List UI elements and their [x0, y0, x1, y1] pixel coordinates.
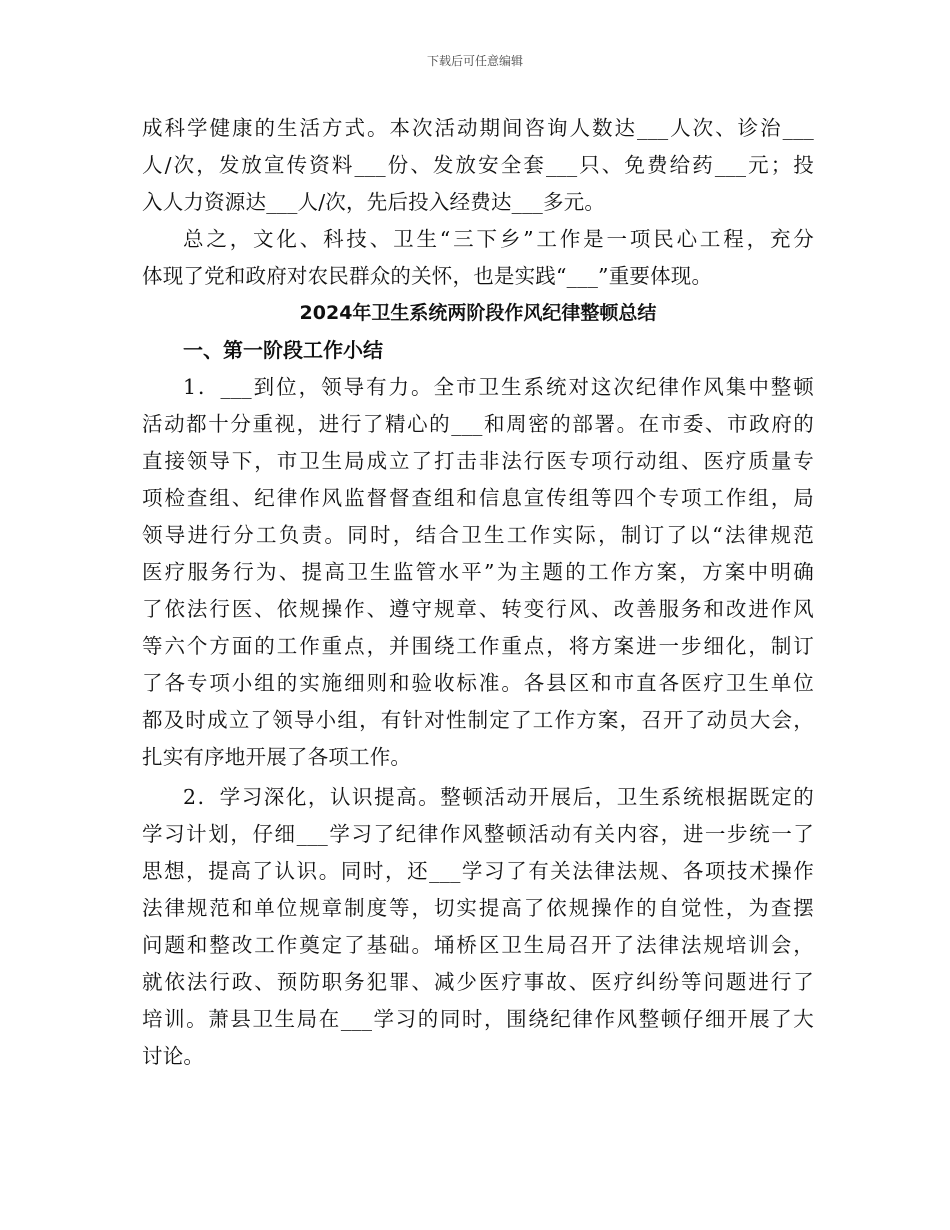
paragraph-1	[142, 369, 814, 776]
text-line: 思想，提高了认识。同时，还___学习了有关法律法规、各项技术操作	[142, 859, 814, 883]
text-line: 总之，文化、科技、卫生“三下乡”工作是一项民心工程，充分	[183, 227, 814, 251]
text-line: 培训。萧县卫生局在___学习的同时，围绕纪律作风整顿仔细开展了大	[142, 1007, 814, 1031]
text-line: 讨论。	[142, 1044, 205, 1068]
text-line: 法律规范和单位规章制度等，切实提高了依规操作的自觉性，为查摆	[142, 896, 814, 920]
text-line: 入人力资源达___人/次，先后投入经费达___多元。	[142, 190, 606, 214]
text-line: 体现了党和政府对农民群众的关怀，也是实践“___”重要体现。	[142, 264, 713, 288]
text-line: 就依法行政、预防职务犯罪、减少医疗事故、医疗纠纷等问题进行了	[142, 970, 814, 994]
text-line: 成科学健康的生活方式。本次活动期间咨询人数达___人次、诊治___	[142, 116, 814, 140]
document-title: 2024年卫生系统两阶段作风纪律整顿总结	[299, 302, 657, 324]
section-heading: 一、第一阶段工作小结	[183, 338, 383, 362]
text-line: 了依法行医、依规操作、遵守规章、转变行风、改善服务和改进作风	[142, 597, 814, 621]
intro-paragraph	[142, 110, 814, 221]
text-line: 学习计划，仔细___学习了纪律作风整顿活动有关内容，进一步统一了	[142, 822, 814, 846]
text-line: 活动都十分重视，进行了精心的___和周密的部署。在市委、市政府的	[142, 412, 814, 436]
text-line: 扎实有序地开展了各项工作。	[142, 745, 412, 769]
text-line: 领导进行分工负责。同时，结合卫生工作实际，制订了以“法律规范	[142, 523, 814, 547]
text-line: 问题和整改工作奠定了基础。埇桥区卫生局召开了法律法规培训会，	[142, 933, 814, 957]
text-line: 医疗服务行为、提高卫生监管水平”为主题的工作方案，方案中明确	[142, 560, 814, 584]
document-body	[142, 110, 814, 1075]
text-line: 人/次，发放宣传资料___份、发放安全套___只、免费给药___元；投	[142, 153, 814, 177]
text-line: 直接领导下，市卫生局成立了打击非法行医专项行动组、医疗质量专	[142, 449, 814, 473]
text-line: 1．___到位，领导有力。全市卫生系统对这次纪律作风集中整顿	[183, 375, 814, 399]
text-line: 项检查组、纪律作风监督督查组和信息宣传组等四个专项工作组，局	[142, 486, 814, 510]
text-line: 都及时成立了领导小组，有针对性制定了工作方案，召开了动员大会，	[142, 708, 814, 732]
paragraph-2	[142, 779, 814, 1075]
text-line: 2．学习深化，认识提高。整顿活动开展后，卫生系统根据既定的	[183, 785, 814, 809]
page-header-note: 下载后可任意编辑	[426, 54, 523, 68]
text-line: 了各专项小组的实施细则和验收标准。各县区和市直各医疗卫生单位	[142, 671, 814, 695]
conclusion-paragraph	[142, 221, 814, 295]
text-line: 等六个方面的工作重点，并围绕工作重点，将方案进一步细化，制订	[142, 634, 814, 658]
